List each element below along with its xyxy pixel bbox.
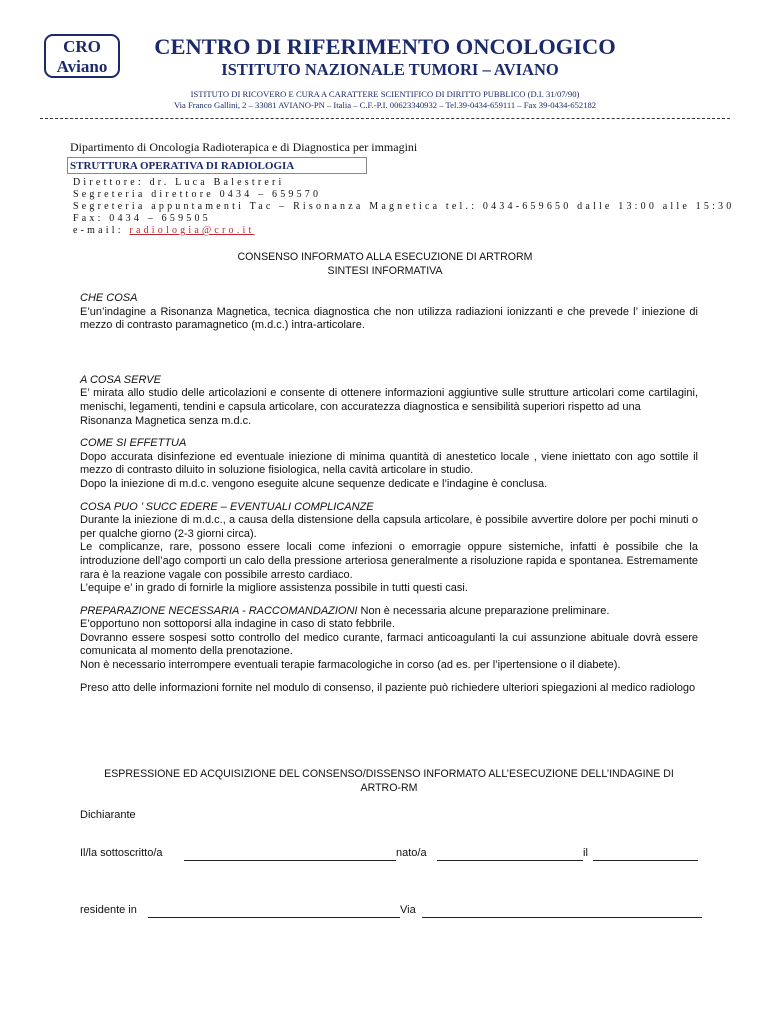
section-preparation-heading: PREPARAZIONE NECESSARIA - RACCOMANDAZIONI bbox=[80, 604, 358, 617]
street-field[interactable] bbox=[422, 917, 702, 918]
undersigned-label: Il/la sottoscritto/a bbox=[80, 847, 163, 859]
section-complications bbox=[80, 501, 698, 596]
section-preparation-first-line bbox=[80, 605, 698, 619]
section-preparation-text-2: E’opportuno non sottoporsi alla indagine in caso di stato febbrile. bbox=[80, 618, 395, 631]
consent-title: ESPRESSIONE ED ACQUISIZIONE DEL CONSENSO/DISSENSO INFORMATO ALL’ESECUZIONE DELL’INDAGINE DI bbox=[104, 768, 674, 780]
institute-legal-line: ISTITUTO DI RICOVERO E CURA A CARATTERE SCIENTIFICO DI DIRITTO PUBBLICO (D.I. 31/07/90) bbox=[190, 89, 580, 99]
information-body bbox=[80, 292, 698, 695]
header-divider bbox=[40, 118, 730, 119]
email-link[interactable]: radiologia@cro.it bbox=[129, 225, 255, 236]
secretary-line: Segreteria direttore 0434 – 659570 bbox=[73, 189, 322, 200]
birthdate-field[interactable] bbox=[593, 860, 698, 861]
section-complications-text-3: L’equipe e’ in grado di fornirle la migliore assistenza possibile in tutti questi casi. bbox=[80, 582, 468, 595]
section-complications-text-2: Le complicanze, rare, possono essere locali come infezioni o emorragie oppure sistemiche, infatti è possibile che la introduzione dell’ago comporti un calo della pressione arteriosa generalmente a risoluzione rapida e spontanea. Estremamente rara è la reazione vagale con possibile arresto cardiaco. bbox=[80, 541, 698, 581]
department-name: Dipartimento di Oncologia Radioterapica e di Diagnostica per immagini bbox=[70, 140, 418, 154]
institution-title: CENTRO DI RIFERIMENTO ONCOLOGICO bbox=[154, 34, 616, 59]
institution-subtitle: ISTITUTO NAZIONALE TUMORI – AVIANO bbox=[221, 60, 559, 79]
document-subtitle: SINTESI INFORMATIVA bbox=[327, 265, 443, 277]
cro-aviano-logo bbox=[44, 34, 120, 78]
residence-field[interactable] bbox=[148, 917, 400, 918]
section-purpose-text-2: Risonanza Magnetica senza m.d.c. bbox=[80, 414, 252, 427]
undersigned-field[interactable] bbox=[184, 860, 396, 861]
residence-row bbox=[80, 904, 705, 920]
director-line: Direttore: dr. Luca Balestreri bbox=[73, 177, 285, 188]
section-purpose-text: E’ mirata allo studio delle articolazioni e consente di ottenere informazioni aggiuntive sulle strutture articolari come cartilagini, menischi, legamenti, tendini e capsula articolare, con accuratezza diagnostica e sensibilità superiori rispetto ad una bbox=[80, 387, 698, 413]
document-title: CONSENSO INFORMATO ALLA ESECUZIONE DI ARTRORM bbox=[237, 251, 533, 263]
institute-address-line: Via Franco Gallini, 2 – 33081 AVIANO-PN – Italia – C.F.-P.I. 00623340932 – Tel.39-0434-659111 – Fax 39-0434-652182 bbox=[173, 100, 597, 110]
email-label: e-mail: bbox=[73, 225, 130, 236]
logo-line-1: CRO bbox=[63, 37, 101, 56]
section-how-text-2: Dopo la iniezione di m.d.c. vengono eseguite alcune sequenze dedicate e l’indagine è conclusa. bbox=[80, 477, 548, 490]
section-purpose-heading: A COSA SERVE bbox=[80, 373, 161, 386]
section-how-text: Dopo accurata disinfezione ed eventuale iniezione di minima quantità di anestetico locale , viene iniettato con ago sottile il mezzo di contrasto diluito in soluzione fisiologica, nella cavità articolare in studio. bbox=[80, 450, 698, 477]
identity-row bbox=[80, 847, 705, 863]
appointments-line: Segreteria appuntamenti Tac – Risonanza Magnetica tel.: 0434-659650 dalle 13:00 alle 15:30 bbox=[73, 201, 735, 212]
section-how-heading: COME SI EFFETTUA bbox=[80, 437, 187, 450]
email-line bbox=[73, 225, 254, 237]
section-preparation-text: Non è necessaria alcune preparazione preliminare. bbox=[357, 604, 610, 617]
consent-title-line-2: ARTRO-RM bbox=[360, 782, 418, 794]
birthplace-field[interactable] bbox=[437, 860, 583, 861]
section-what-text: E’un’indagine a Risonanza Magnetica, tecnica diagnostica che non utilizza radiazioni ionizzanti e che prevede l’ iniezione di mezzo di contrasto paramagnetico (m.d.c.) intra-articolare. bbox=[80, 305, 698, 332]
unit-title: STRUTTURA OPERATIVA DI RADIOLOGIA bbox=[70, 160, 295, 172]
fax-line: Fax: 0434 – 659505 bbox=[73, 213, 211, 224]
date-label: il bbox=[583, 847, 588, 859]
section-preparation-text-3: Dovranno essere sospesi sotto controllo del medico curante, farmaci anticoagulanti la cui assunzione abituale dovrà essere comunicata al momento della prenotazione. bbox=[80, 631, 698, 658]
section-preparation-text-4: Non è necessario interrompere eventuali terapie farmacologiche in corso (ad es. per l’ipertensione o il diabete). bbox=[80, 659, 621, 672]
logo-line-2: Aviano bbox=[56, 57, 108, 76]
section-complications-text: Durante la iniezione di m.d.c., a causa della distensione della capsula articolare, è possibile avvertire dolore per pochi minuti o per qualche giorno (2-3 giorni circa). bbox=[80, 514, 698, 540]
section-note bbox=[80, 682, 698, 696]
section-note-text: Preso atto delle informazioni fornite nel modulo di consenso, il paziente può richiedere ulteriori spiegazioni al medico radiologo bbox=[80, 681, 696, 694]
section-what bbox=[80, 292, 698, 333]
section-how bbox=[80, 437, 698, 491]
born-label: nato/a bbox=[396, 847, 427, 859]
residence-label: residente in bbox=[80, 904, 137, 916]
section-what-heading: CHE COSA bbox=[80, 292, 138, 304]
section-preparation bbox=[80, 605, 698, 673]
street-label: Via bbox=[400, 904, 416, 916]
declarant-label: Dichiarante bbox=[80, 809, 136, 821]
section-purpose bbox=[80, 374, 698, 428]
section-complications-heading: COSA PUO ’ SUCC EDERE – EVENTUALI COMPLICANZE bbox=[80, 500, 374, 513]
